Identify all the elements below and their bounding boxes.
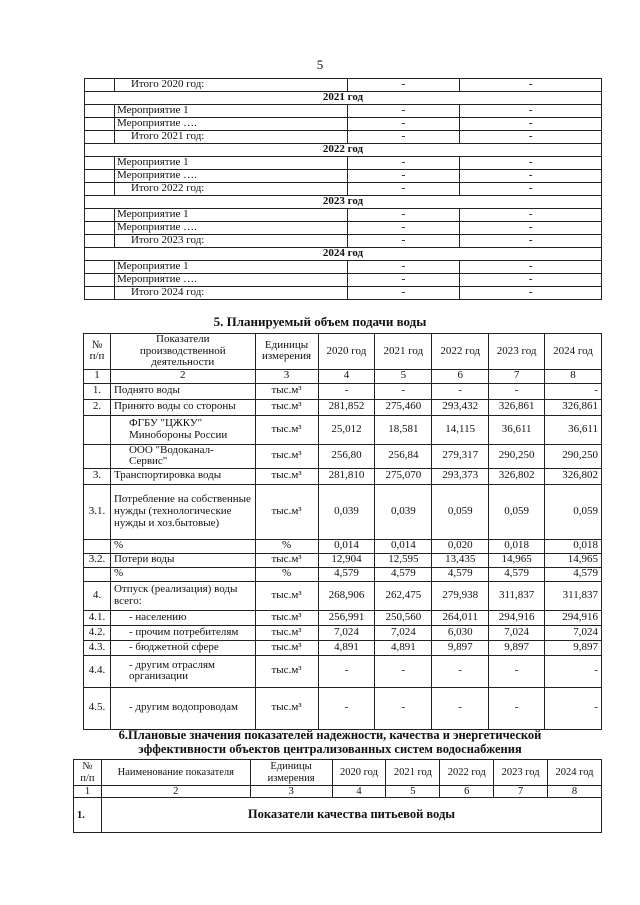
unit-cell: тыс.м³: [255, 553, 318, 567]
year-label: 2021 год: [85, 92, 602, 105]
row-number: 4.1.: [84, 610, 111, 625]
value-cell: 7,024: [545, 625, 602, 640]
event-name: Итого 2021 год:: [114, 131, 347, 144]
event-value: -: [347, 79, 460, 92]
event-value: -: [460, 209, 602, 222]
value-cell: 9,897: [489, 640, 545, 655]
unit-cell: тыс.м³: [255, 383, 318, 399]
row-number-cell: [85, 79, 115, 92]
unit-cell: %: [255, 567, 318, 581]
value-cell: -: [375, 687, 432, 729]
event-name: Итого 2024 год:: [114, 287, 347, 300]
value-cell: 0,020: [432, 539, 489, 553]
value-cell: 0,039: [318, 484, 375, 539]
unit-cell: тыс.м³: [255, 640, 318, 655]
value-cell: 6,030: [432, 625, 489, 640]
column-number: 4: [318, 369, 375, 383]
value-cell: 9,897: [545, 640, 602, 655]
value-cell: 279,317: [432, 444, 489, 468]
column-number: 5: [386, 786, 440, 798]
column-number: 8: [545, 369, 602, 383]
event-name: Мероприятие 1: [114, 157, 347, 170]
event-name: Мероприятие 1: [114, 105, 347, 118]
value-cell: 275,460: [375, 399, 432, 415]
section-row: [74, 798, 602, 833]
page-number: 5: [316, 57, 324, 72]
value-cell: 7,024: [318, 625, 375, 640]
value-cell: 13,435: [432, 553, 489, 567]
header-cell: № п/п: [74, 760, 102, 786]
indicator-name: Поднято воды: [110, 383, 255, 399]
indicator-name: Потребление на собственные нужды (технологические нужды и хоз.бытовые): [110, 484, 255, 539]
event-name: Мероприятие ….: [114, 170, 347, 183]
row-number-cell: [85, 209, 115, 222]
row-number: 3.: [84, 468, 111, 484]
row-number: 4.: [84, 581, 111, 610]
value-cell: 12,595: [375, 553, 432, 567]
event-value: -: [347, 131, 460, 144]
event-row: [85, 170, 602, 183]
table-row: [84, 610, 602, 625]
header-cell: 2024 год: [548, 760, 602, 786]
table-row: [84, 468, 602, 484]
section-6-title-line1: 6.Плановые значения показателей надежности, качества и энергетической: [118, 728, 542, 742]
value-cell: 290,250: [489, 444, 545, 468]
value-cell: 279,938: [432, 581, 489, 610]
column-number: 2: [101, 786, 250, 798]
event-row: [85, 105, 602, 118]
value-cell: -: [489, 383, 545, 399]
indicator-name: ООО "Водоканал-Сервис": [110, 444, 255, 468]
event-value: -: [460, 131, 602, 144]
event-value: -: [460, 170, 602, 183]
row-number: [84, 444, 111, 468]
event-name: Итого 2022 год:: [114, 183, 347, 196]
event-name: Итого 2020 год:: [114, 79, 347, 92]
value-cell: -: [545, 383, 602, 399]
column-number: 1: [84, 369, 111, 383]
event-row: [85, 209, 602, 222]
value-cell: 4,891: [375, 640, 432, 655]
column-number: 6: [432, 369, 489, 383]
header-cell: 2024 год: [545, 334, 602, 370]
value-cell: 9,897: [432, 640, 489, 655]
value-cell: 281,852: [318, 399, 375, 415]
value-cell: -: [375, 655, 432, 687]
row-number: [84, 567, 111, 581]
table-row: [84, 581, 602, 610]
header-cell: Единицы измерения: [255, 334, 318, 370]
value-cell: 326,861: [489, 399, 545, 415]
value-cell: 4,891: [318, 640, 375, 655]
table-row: [84, 640, 602, 655]
value-cell: 36,611: [545, 415, 602, 444]
event-value: -: [347, 105, 460, 118]
value-cell: 326,861: [545, 399, 602, 415]
indicator-name: - прочим потребителям: [110, 625, 255, 640]
value-cell: 4,579: [489, 567, 545, 581]
value-cell: 326,802: [489, 468, 545, 484]
unit-cell: тыс.м³: [255, 468, 318, 484]
column-number: 3: [255, 369, 318, 383]
event-name: Итого 2023 год:: [114, 235, 347, 248]
unit-cell: тыс.м³: [255, 399, 318, 415]
year-row: [85, 196, 602, 209]
value-cell: 14,965: [545, 553, 602, 567]
value-cell: 7,024: [489, 625, 545, 640]
event-value: -: [347, 274, 460, 287]
header-cell: 2023 год: [489, 334, 545, 370]
year-label: 2022 год: [85, 144, 602, 157]
column-number: 8: [548, 786, 602, 798]
value-cell: 326,802: [545, 468, 602, 484]
value-cell: 294,916: [545, 610, 602, 625]
unit-cell: тыс.м³: [255, 655, 318, 687]
row-number-cell: [85, 131, 115, 144]
row-number-cell: [85, 170, 115, 183]
value-cell: 7,024: [375, 625, 432, 640]
table-row: [84, 484, 602, 539]
table-row: [84, 415, 602, 444]
row-number: [84, 539, 111, 553]
event-value: -: [460, 79, 602, 92]
event-row: [85, 79, 602, 92]
event-value: -: [460, 157, 602, 170]
row-number-cell: [85, 261, 115, 274]
table-row: [84, 539, 602, 553]
event-row: [85, 118, 602, 131]
table-header-row: [74, 760, 602, 786]
value-cell: 4,579: [545, 567, 602, 581]
row-number: 4.5.: [84, 687, 111, 729]
header-cell: 2020 год: [318, 334, 375, 370]
value-cell: 256,84: [375, 444, 432, 468]
value-cell: -: [545, 655, 602, 687]
column-number: 7: [494, 786, 548, 798]
value-cell: -: [318, 655, 375, 687]
table-row: [84, 553, 602, 567]
value-cell: 268,906: [318, 581, 375, 610]
event-row: [85, 261, 602, 274]
row-number: 4.3.: [84, 640, 111, 655]
indicator-name: Принято воды со стороны: [110, 399, 255, 415]
event-row: [85, 274, 602, 287]
column-number: 6: [440, 786, 494, 798]
value-cell: 36,611: [489, 415, 545, 444]
indicator-name: %: [110, 539, 255, 553]
table-row: [84, 383, 602, 399]
event-name: Мероприятие 1: [114, 209, 347, 222]
value-cell: -: [432, 655, 489, 687]
value-cell: -: [489, 687, 545, 729]
value-cell: -: [318, 687, 375, 729]
event-name: Мероприятие 1: [114, 261, 347, 274]
value-cell: 14,965: [489, 553, 545, 567]
indicator-name: - бюджетной сфере: [110, 640, 255, 655]
event-value: -: [347, 235, 460, 248]
value-cell: 264,011: [432, 610, 489, 625]
row-number: 3.1.: [84, 484, 111, 539]
event-row: [85, 183, 602, 196]
section-5-title: 5. Планируемый объем подачи воды: [213, 314, 427, 329]
table-row: [84, 655, 602, 687]
value-cell: 294,916: [489, 610, 545, 625]
row-number: 1.: [74, 798, 102, 833]
event-value: -: [460, 235, 602, 248]
value-cell: 0,018: [489, 539, 545, 553]
row-number: [84, 415, 111, 444]
section-6-title-line2: эффективности объектов централизованных систем водоснабжения: [138, 742, 522, 757]
event-value: -: [347, 222, 460, 235]
indicators-table: [73, 759, 602, 833]
indicator-name: %: [110, 567, 255, 581]
column-number-row: [84, 369, 602, 383]
table-header-row: [84, 334, 602, 370]
year-row: [85, 248, 602, 261]
indicator-name: - населению: [110, 610, 255, 625]
event-value: -: [347, 183, 460, 196]
value-cell: 281,810: [318, 468, 375, 484]
event-value: -: [460, 118, 602, 131]
table-row: [84, 625, 602, 640]
indicator-name: - другим отраслям организации: [110, 655, 255, 687]
indicator-name: - другим водопроводам: [110, 687, 255, 729]
column-number-row: [74, 786, 602, 798]
value-cell: 18,581: [375, 415, 432, 444]
section-6-title: [60, 728, 600, 757]
row-number-cell: [85, 235, 115, 248]
value-cell: 311,837: [489, 581, 545, 610]
table-row: [84, 567, 602, 581]
event-value: -: [460, 183, 602, 196]
column-number: 7: [489, 369, 545, 383]
row-number-cell: [85, 183, 115, 196]
year-label: 2023 год: [85, 196, 602, 209]
header-cell: Единицы измерения: [250, 760, 332, 786]
header-cell: 2022 год: [432, 334, 489, 370]
value-cell: 293,373: [432, 468, 489, 484]
value-cell: 12,904: [318, 553, 375, 567]
header-cell: 2021 год: [375, 334, 432, 370]
event-row: [85, 222, 602, 235]
header-cell: 2023 год: [494, 760, 548, 786]
value-cell: 0,018: [545, 539, 602, 553]
water-supply-table: [83, 333, 602, 730]
row-number: 4.2.: [84, 625, 111, 640]
column-number: 2: [110, 369, 255, 383]
value-cell: -: [375, 383, 432, 399]
row-number: 2.: [84, 399, 111, 415]
value-cell: 256,991: [318, 610, 375, 625]
unit-cell: тыс.м³: [255, 581, 318, 610]
value-cell: -: [545, 687, 602, 729]
indicator-name: ФГБУ "ЦЖКУ" Минобороны России: [110, 415, 255, 444]
event-value: -: [460, 105, 602, 118]
value-cell: -: [432, 687, 489, 729]
value-cell: 0,059: [545, 484, 602, 539]
event-row: [85, 235, 602, 248]
value-cell: -: [318, 383, 375, 399]
value-cell: 4,579: [375, 567, 432, 581]
unit-cell: тыс.м³: [255, 484, 318, 539]
header-cell: 2022 год: [440, 760, 494, 786]
value-cell: 0,059: [489, 484, 545, 539]
event-value: -: [460, 287, 602, 300]
event-value: -: [460, 274, 602, 287]
indicator-name: Отпуск (реализация) воды всего:: [110, 581, 255, 610]
row-number-cell: [85, 222, 115, 235]
row-number-cell: [85, 157, 115, 170]
event-value: -: [347, 170, 460, 183]
event-value: -: [347, 209, 460, 222]
event-row: [85, 157, 602, 170]
event-value: -: [460, 222, 602, 235]
table-row: [84, 687, 602, 729]
value-cell: 0,039: [375, 484, 432, 539]
column-number: 5: [375, 369, 432, 383]
value-cell: 256,80: [318, 444, 375, 468]
value-cell: 293,432: [432, 399, 489, 415]
unit-cell: тыс.м³: [255, 687, 318, 729]
header-cell: Показатели производственной деятельности: [110, 334, 255, 370]
section-label: Показатели качества питьевой воды: [101, 798, 601, 833]
unit-cell: тыс.м³: [255, 444, 318, 468]
events-table: [84, 78, 602, 300]
event-value: -: [347, 261, 460, 274]
event-value: -: [460, 261, 602, 274]
table-row: [84, 399, 602, 415]
value-cell: 25,012: [318, 415, 375, 444]
table-row: [84, 444, 602, 468]
row-number-cell: [85, 287, 115, 300]
event-row: [85, 287, 602, 300]
year-label: 2024 год: [85, 248, 602, 261]
row-number: 4.4.: [84, 655, 111, 687]
row-number-cell: [85, 118, 115, 131]
event-value: -: [347, 157, 460, 170]
unit-cell: тыс.м³: [255, 610, 318, 625]
event-name: Мероприятие ….: [114, 118, 347, 131]
value-cell: 262,475: [375, 581, 432, 610]
header-cell: Наименование показателя: [101, 760, 250, 786]
row-number: 1.: [84, 383, 111, 399]
unit-cell: тыс.м³: [255, 415, 318, 444]
column-number: 3: [250, 786, 332, 798]
value-cell: -: [432, 383, 489, 399]
value-cell: 275,070: [375, 468, 432, 484]
row-number-cell: [85, 105, 115, 118]
row-number: 3.2.: [84, 553, 111, 567]
column-number: 1: [74, 786, 102, 798]
event-name: Мероприятие ….: [114, 222, 347, 235]
column-number: 4: [332, 786, 386, 798]
event-row: [85, 131, 602, 144]
header-cell: № п/п: [84, 334, 111, 370]
value-cell: 290,250: [545, 444, 602, 468]
value-cell: 0,014: [318, 539, 375, 553]
year-row: [85, 92, 602, 105]
event-name: Мероприятие ….: [114, 274, 347, 287]
event-value: -: [347, 287, 460, 300]
header-cell: 2021 год: [386, 760, 440, 786]
value-cell: 250,560: [375, 610, 432, 625]
row-number-cell: [85, 274, 115, 287]
year-row: [85, 144, 602, 157]
value-cell: 4,579: [318, 567, 375, 581]
value-cell: -: [489, 655, 545, 687]
unit-cell: тыс.м³: [255, 625, 318, 640]
value-cell: 0,014: [375, 539, 432, 553]
value-cell: 0,059: [432, 484, 489, 539]
indicator-name: Потери воды: [110, 553, 255, 567]
value-cell: 311,837: [545, 581, 602, 610]
value-cell: 14,115: [432, 415, 489, 444]
header-cell: 2020 год: [332, 760, 386, 786]
event-value: -: [347, 118, 460, 131]
unit-cell: %: [255, 539, 318, 553]
value-cell: 4,579: [432, 567, 489, 581]
indicator-name: Транспортировка воды: [110, 468, 255, 484]
